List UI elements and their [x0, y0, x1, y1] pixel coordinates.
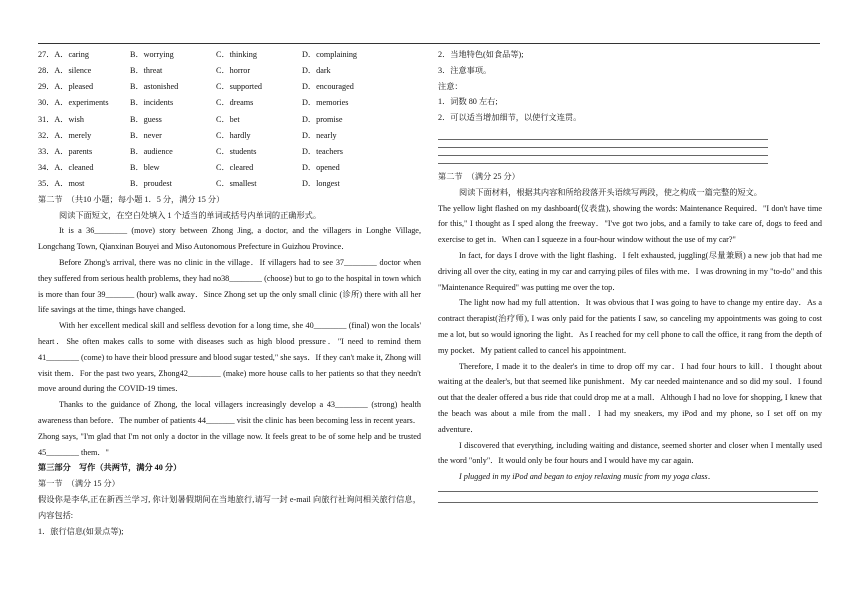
options-list	[38, 47, 421, 192]
writing-prompt: 假设你是李华,正在新西兰学习, 你计划暑假期间在当地旅行,请写一封 e-mail 向旅行社询问相关旅行信息，内容包括:	[38, 494, 421, 520]
answer-line[interactable]	[438, 155, 768, 156]
passage-paragraph: With her excellent medical skill and selfless devotion for a long time, she 40________ (final) won the locals' heart．She often makes calls to some with diseases such as high blood pressure．"I need to remind them 41________ (come) to have their blood pressure and blood sugar tested," she says．If they can't make it, Zhong will visit them．For the past two years, Zhong42________ (make) more house calls to her patients so that they needn't move around during the COVID-19 times．	[38, 321, 421, 394]
reading-paragraph: In fact, for days I drove with the light flashing．I felt exhausted, juggling(尽量兼顾) a new job that had me driving all over the city, eating in my car and carrying piles of files with me．I was drowning in my "to-do" and this "Maintenance Required" was putting me over the top．	[438, 250, 822, 292]
writing-item: 1．旅行信息(如景点等);	[38, 526, 124, 536]
answer-line[interactable]	[438, 502, 818, 503]
section2-instructions: 阅读下面材料，根据其内容和所给段落开头语续写两段，使之构成一篇完整的短文。	[459, 187, 762, 197]
right-column	[438, 47, 822, 503]
option-row: 27．A．caring B．worrying C．thinking D．complaining	[38, 50, 358, 60]
answer-line[interactable]	[438, 163, 768, 164]
answer-line[interactable]	[438, 139, 768, 140]
option-row: 33．A．parents B．audience C．students D．teachers	[38, 146, 343, 156]
note-heading: 注意：	[438, 81, 463, 91]
left-column	[38, 47, 421, 539]
reading-paragraph: The yellow light flashed on my dashboard(仪表盘), showing the words: Maintenance Required．"I don't have time for this," I thought as I sped along the freeway．"I've got two jobs, and a family to take care of, dogs to feed and exercise to get in．When can I squeeze in a four-hour window without the use of my car?"	[438, 203, 822, 245]
reading-paragraph: The light now had my full attention．It was obvious that I was going to have to change my entire day．As a contract therapist(治疗师), I was only paid for the patients I saw, so canceling my appointments was going to cost me a lot, but so would ignoring the light．As I reached for my cell phone to call the office, it rang from the depth of my pocket．My patient called to cancel his appointment．	[438, 298, 822, 355]
reading-paragraph: I discovered that everything, including waiting and distance, seemed shorter and closer when I mentally used the word "only"．It would only be four hours and I would have my car again．	[438, 440, 822, 466]
passage-paragraph: Thanks to the guidance of Zhong, the local villagers increasingly develop a 43________ (strong) health awareness than before．The number of patients 44_______ visit the clinic has been becoming less in recent years．Zhong says, "I'm glad that I'm not only a doctor in the village now. It feels great to be of some help and be trusted 45________ them．"	[38, 400, 421, 457]
section2-title: 第二节 （满分 25 分）	[438, 171, 520, 181]
section2-title: 第二节 （共10 小题；每小题 1．5 分，满分 15 分）	[38, 194, 225, 204]
option-row: 34．A．cleaned B．blew C．cleared D．opened	[38, 162, 340, 172]
option-row: 31．A．wish B．guess C．bet D．promise	[38, 114, 343, 124]
option-row: 35．A．most B．proudest C．smallest D．longest	[38, 178, 340, 188]
section2-instructions: 阅读下面短文，在空白处填入 1 个适当的单词或括号内单词的正确形式。	[59, 210, 322, 220]
answer-line[interactable]	[438, 147, 768, 148]
note-item: 2．可以适当增加细节，以使行文连贯。	[438, 113, 582, 123]
writing-item: 2．当地特色(如食品等);	[438, 50, 524, 59]
writing-section1-title: 第一节 （满分 15 分）	[38, 479, 120, 489]
option-row: 29．A．pleased B．astonished C．supported D．encouraged	[38, 82, 354, 92]
top-rule	[38, 43, 820, 44]
writing-item: 3．注意事项。	[438, 65, 492, 75]
continuation-prompt: I plugged in my iPod and began to enjoy relaxing music from my yoga class．	[459, 472, 716, 482]
option-row: 28．A．silence B．threat C．horror D．dark	[38, 66, 331, 76]
reading-paragraph: Therefore, I made it to the dealer's in time to drop off my car．I had four hours to kill．I thought about waiting at the dealer's, but that seemed like punishment．My car needed maintenance and so did my soul．I found out that the dealer offered a bus ride that could drop me at a mall．Although I had no love for shopping, I knew that the beach was about a mile from the mall．I had my sneakers, my iPod and my phone, so I set off on my adventure．	[438, 361, 822, 434]
passage-paragraph: Before Zhong's arrival, there was no clinic in the village．If villagers had to see 37________ doctor when they suffered from serious health problems, they had no38________ (choose) but to go to the hospital in town which is more than four 39_______ (hour) walk away．Since Zhong set up the only small clinic (诊所) there with all her life savings at the time, things have changed．	[38, 258, 421, 315]
note-item: 1．词数 80 左右;	[438, 97, 498, 107]
part3-title: 第三部分 写作（共两节，满分 40 分）	[38, 463, 182, 473]
passage-paragraph: It is a 36________ (move) story between Zhong Jing, a doctor, and the villagers in Longhe Village, Longchang Town, Qianxinan Bouyei and Miso Autonomous Prefecture in Guizhou Province．	[38, 226, 421, 252]
option-row: 32．A．merely B．never C．hardly D．nearly	[38, 130, 337, 140]
option-row: 30．A．experiments B．incidents C．dreams D．memories	[38, 98, 349, 108]
